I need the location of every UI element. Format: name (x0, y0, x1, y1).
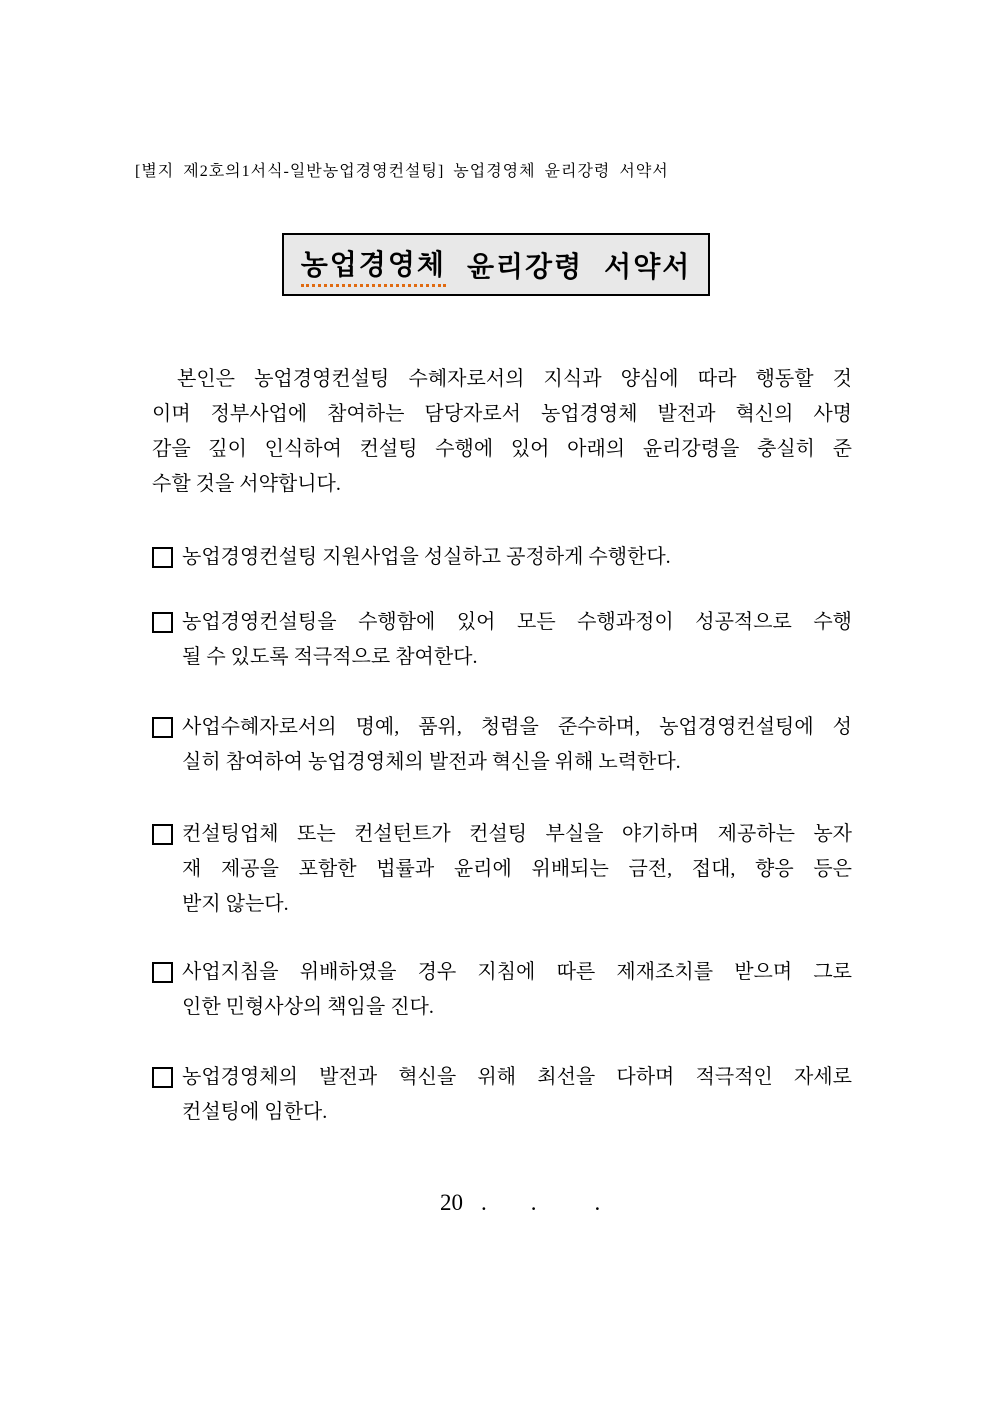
text-line: 농업경영컨설팅을 수행함에 있어 모든 수행과정이 성공적으로 수행 (182, 611, 852, 633)
pledge-item (152, 605, 852, 675)
date-year-prefix: 20 (440, 1190, 463, 1215)
pledge-item (152, 817, 852, 922)
text-line: 감을 깊이 인식하여 컨설팅 수행에 있어 아래의 윤리강령을 충실히 준 (152, 438, 852, 460)
text-line: 받지 않는다. (182, 893, 289, 915)
pledge-text (182, 710, 852, 780)
empty-checkbox-icon (152, 612, 173, 633)
empty-checkbox-icon (152, 547, 173, 568)
pledge-text (182, 817, 852, 922)
text-line: 본인은 농업경영컨설팅 수혜자로서의 지식과 양심에 따라 행동할 것 (177, 368, 852, 390)
text-line: 사업지침을 위배하였을 경우 지침에 따른 제재조치를 받으며 그로 (182, 961, 852, 983)
pledge-text (182, 540, 852, 575)
title-box (282, 233, 710, 296)
text-line: 사업수혜자로서의 명예, 품위, 청렴을 준수하며, 농업경영컨설팅에 성 (182, 716, 852, 738)
form-label: [별지 제2호의1서식-일반농업경영컨설팅] 농업경영체 윤리강령 서약서 (135, 163, 669, 180)
date-dot: . (594, 1190, 601, 1215)
intro-paragraph (152, 362, 852, 502)
empty-checkbox-icon (152, 717, 173, 738)
pledge-item (152, 955, 852, 1025)
empty-checkbox-icon (152, 1067, 173, 1088)
empty-checkbox-icon (152, 824, 173, 845)
pledge-text (182, 605, 852, 675)
text-line: 컨설팅업체 또는 컨설턴트가 컨설팅 부실을 야기하며 제공하는 농자 (182, 823, 852, 845)
text-line: 재 제공을 포함한 법률과 윤리에 위배되는 금전, 접대, 향응 등은 (182, 858, 852, 880)
text-line: 농업경영체의 발전과 혁신을 위해 최선을 다하며 적극적인 자세로 (182, 1066, 852, 1088)
text-line: 실히 참여하여 농업경영체의 발전과 혁신을 위해 노력한다. (182, 751, 681, 773)
pledge-text (182, 955, 852, 1025)
date-dot: . (481, 1190, 487, 1215)
page-title-underlined: 농업경영체 (301, 243, 446, 287)
text-line: 농업경영컨설팅 지원사업을 성실하고 공정하게 수행한다. (182, 546, 671, 568)
text-line: 컨설팅에 임한다. (182, 1101, 328, 1123)
date-line (440, 1190, 600, 1216)
text-line: 수할 것을 서약합니다. (152, 473, 341, 495)
date-dot: . (530, 1190, 537, 1215)
empty-checkbox-icon (152, 962, 173, 983)
text-line: 인한 민형사상의 책임을 진다. (182, 996, 434, 1018)
text-line: 될 수 있도록 적극적으로 참여한다. (182, 646, 478, 668)
pledge-item (152, 540, 852, 575)
pledge-item (152, 710, 852, 780)
page-title-rest: 윤리강령 서약서 (445, 251, 692, 283)
pledge-text (182, 1060, 852, 1130)
text-line: 이며 정부사업에 참여하는 담당자로서 농업경영체 발전과 혁신의 사명 (152, 403, 852, 425)
pledge-item (152, 1060, 852, 1130)
